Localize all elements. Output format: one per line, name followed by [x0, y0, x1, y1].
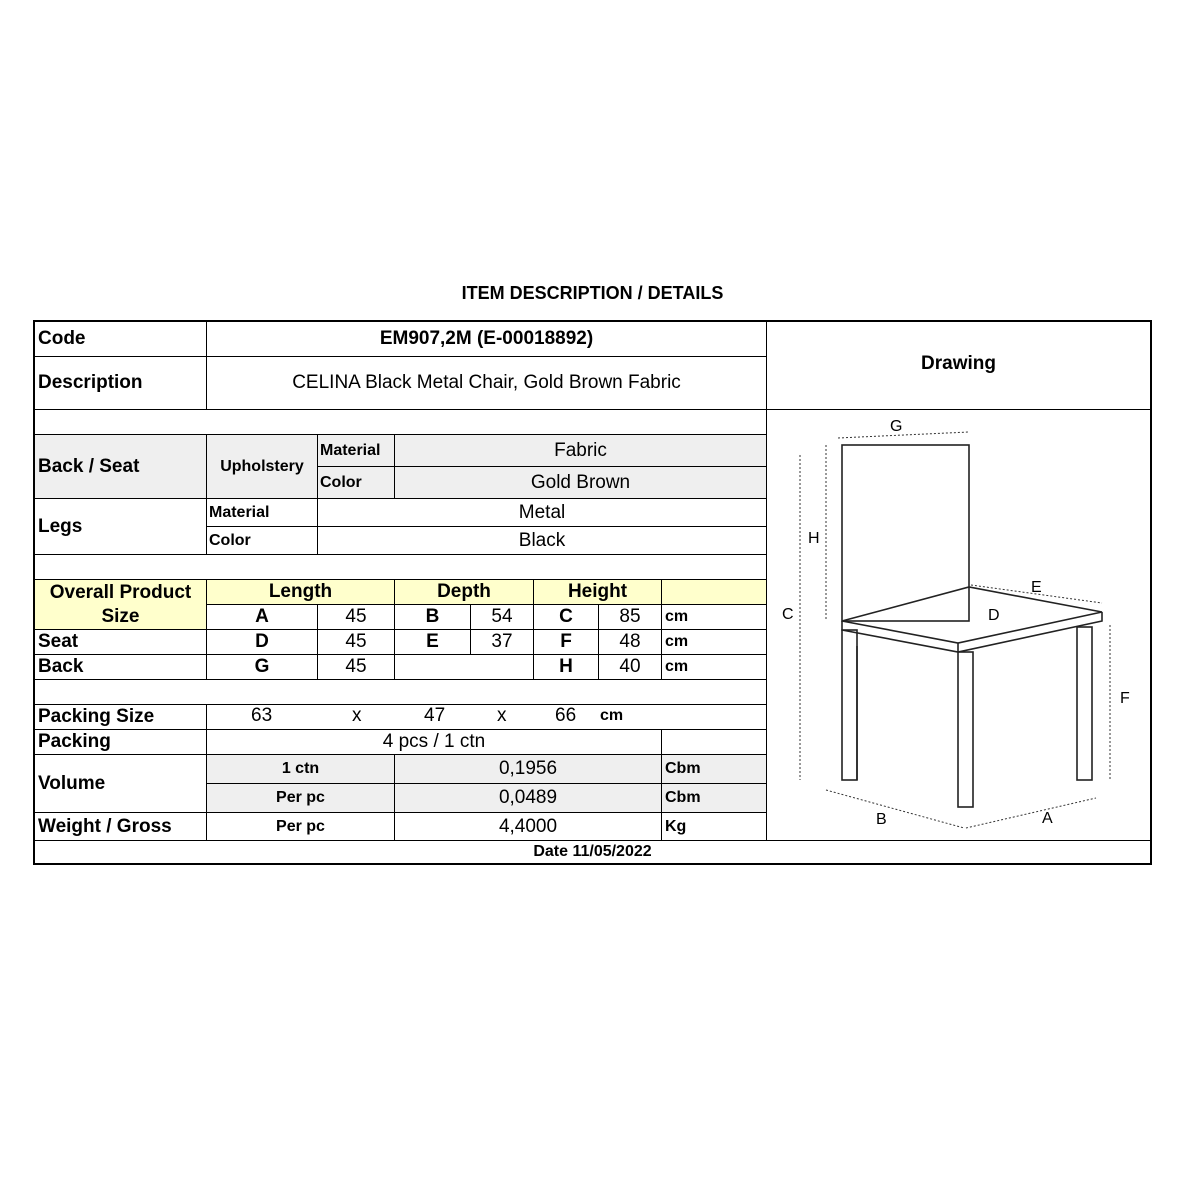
back-seat-label: Back / Seat: [35, 435, 207, 499]
dim-b-key: B: [395, 605, 471, 630]
dim-d-value: 45: [318, 630, 395, 655]
upholstery-color-label: Color: [318, 467, 395, 499]
back-label: Back: [35, 655, 207, 680]
chair-leg-front-right: [1077, 627, 1092, 780]
back-unit: cm: [662, 655, 767, 680]
upholstery-color-value: Gold Brown: [395, 467, 767, 499]
weight-pc-label: Per pc: [207, 813, 395, 841]
upholstery-material-value: Fabric: [395, 435, 767, 467]
chair-seat-edge: [842, 612, 1102, 652]
depth-empty: [395, 655, 534, 680]
weight-unit: Kg: [662, 813, 767, 841]
spacer-row: [35, 680, 767, 705]
dim-h-key: H: [534, 655, 599, 680]
unit-header-empty: [662, 580, 767, 605]
dim-label-g: G: [890, 418, 903, 435]
volume-pc-label: Per pc: [207, 784, 395, 813]
packing-width: 47: [424, 705, 446, 726]
height-header: Height: [534, 580, 662, 605]
volume-ctn-value: 0,1956: [395, 755, 662, 784]
length-header: Length: [207, 580, 395, 605]
depth-header: Depth: [395, 580, 534, 605]
legs-material-value: Metal: [318, 499, 767, 527]
dim-f-key: F: [534, 630, 599, 655]
volume-ctn-label: 1 ctn: [207, 755, 395, 784]
legs-color-value: Black: [318, 527, 767, 555]
dim-c-key: C: [534, 605, 599, 630]
description-value: CELINA Black Metal Chair, Gold Brown Fabric: [207, 357, 767, 410]
code-label: Code: [35, 322, 207, 357]
overall-size-label: [35, 580, 207, 630]
packing-x1: x: [352, 705, 362, 726]
legs-label: Legs: [35, 499, 207, 555]
dim-f-value: 48: [599, 630, 662, 655]
seat-label: Seat: [35, 630, 207, 655]
dim-label-d: D: [988, 607, 1000, 624]
weight-label: Weight / Gross: [35, 813, 207, 841]
packing-value: 4 pcs / 1 ctn: [207, 730, 662, 755]
packing-size-unit: cm: [600, 707, 624, 724]
chair-backrest: [842, 445, 969, 621]
weight-value: 4,4000: [395, 813, 662, 841]
dim-d-key: D: [207, 630, 318, 655]
spacer-row: [35, 410, 767, 435]
sheet-title: ITEM DESCRIPTION / DETAILS: [461, 283, 724, 303]
upholstery-label: Upholstery: [207, 435, 318, 499]
seat-unit: cm: [662, 630, 767, 655]
chair-drawing: [766, 410, 1146, 840]
date-footer: Date 11/05/2022: [533, 843, 652, 860]
chair-seat: [842, 587, 1102, 643]
overall-size-line2: Size: [101, 605, 140, 627]
dim-a-key: A: [207, 605, 318, 630]
overall-size-line1: Overall Product: [49, 581, 192, 603]
dim-h-value: 40: [599, 655, 662, 680]
description-label: Description: [35, 357, 207, 410]
packing-length: 63: [251, 705, 273, 726]
dim-g-key: G: [207, 655, 318, 680]
legs-color-label: Color: [207, 527, 318, 555]
volume-pc-unit: Cbm: [662, 784, 767, 813]
dim-c-value: 85: [599, 605, 662, 630]
dim-label-e: E: [1031, 579, 1042, 596]
drawing-header: Drawing: [767, 322, 1150, 410]
packing-height: 66: [555, 705, 577, 726]
packing-size-value: [207, 705, 767, 730]
dim-label-h: H: [808, 530, 820, 547]
chair-leg-front: [958, 652, 973, 807]
dim-g-value: 45: [318, 655, 395, 680]
volume-ctn-unit: Cbm: [662, 755, 767, 784]
dim-a-value: 45: [318, 605, 395, 630]
legs-material-label: Material: [207, 499, 318, 527]
code-value: EM907,2M (E-00018892): [207, 322, 767, 357]
overall-unit: cm: [662, 605, 767, 630]
volume-label: Volume: [35, 755, 207, 813]
dim-e-value: 37: [471, 630, 534, 655]
packing-size-label: Packing Size: [35, 705, 207, 730]
packing-empty: [662, 730, 767, 755]
packing-label: Packing: [35, 730, 207, 755]
dim-label-c: C: [782, 606, 794, 623]
volume-pc-value: 0,0489: [395, 784, 662, 813]
dim-label-a: A: [1042, 810, 1053, 827]
spacer-row: [35, 555, 767, 580]
dim-b-value: 54: [471, 605, 534, 630]
chair-leg-back-left: [842, 630, 857, 780]
upholstery-material-label: Material: [318, 435, 395, 467]
dim-label-f: F: [1120, 690, 1130, 707]
dim-label-b: B: [876, 811, 887, 828]
dim-e-key: E: [395, 630, 471, 655]
dimension-labels: [782, 418, 1130, 828]
packing-x2: x: [497, 705, 507, 726]
